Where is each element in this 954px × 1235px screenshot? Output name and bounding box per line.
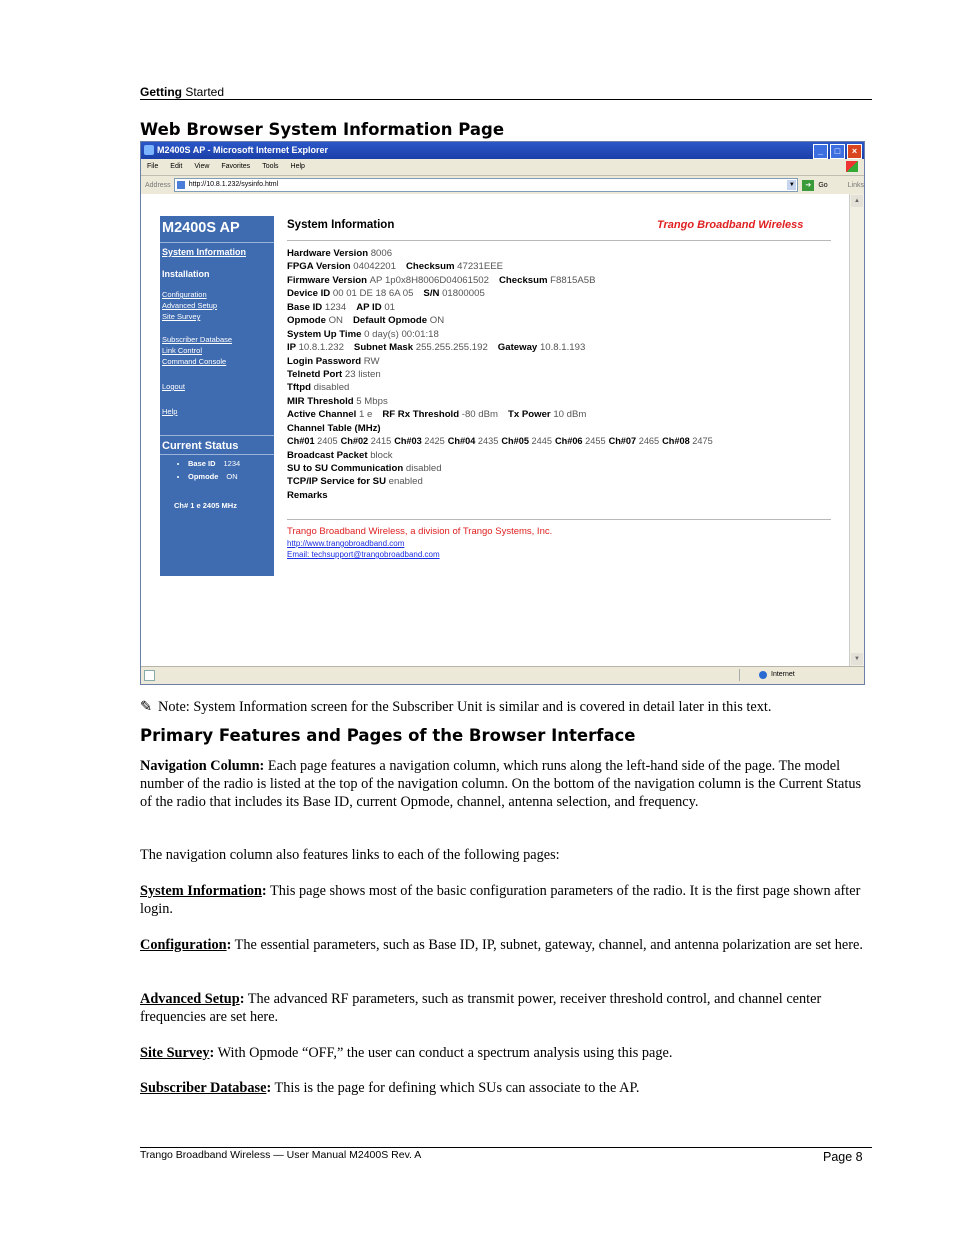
pencil-icon: ✎ bbox=[140, 699, 152, 715]
sysinfo-value: block bbox=[370, 449, 393, 461]
sysinfo-label: Tftpd bbox=[287, 382, 314, 394]
footer-company: Trango Broadband Wireless, a division of Trango Systems, Inc. bbox=[287, 526, 553, 537]
nav-link-link-control[interactable]: Link Control bbox=[162, 346, 203, 355]
vertical-scrollbar[interactable] bbox=[849, 194, 864, 666]
internet-zone: Internet bbox=[759, 670, 795, 680]
para-advanced-setup: Advanced Setup: The advanced RF parameters, such as transmit power, receiver threshold control, and channel center frequencies are set here. bbox=[140, 991, 822, 1025]
sysinfo-value: 2435 bbox=[477, 436, 499, 447]
sysinfo-value: RW bbox=[363, 355, 380, 367]
sysinfo-label: Checksum bbox=[498, 274, 551, 286]
sysinfo-label: TCP/IP Service for SU bbox=[287, 476, 389, 488]
address-label: Address bbox=[145, 181, 171, 189]
go-arrow-icon[interactable]: ➔ bbox=[802, 180, 814, 191]
maximize-icon[interactable]: □ bbox=[830, 144, 845, 159]
sysinfo-value: 1234 bbox=[324, 301, 347, 313]
menu-item-file[interactable]: File bbox=[147, 163, 159, 170]
note: ✎ Note: System Information screen for the Subscriber Unit is similar and is covered in detail later in this text. bbox=[140, 699, 772, 715]
model-title: M2400S AP bbox=[162, 220, 240, 236]
sysinfo-value: 01800005 bbox=[442, 288, 485, 300]
sysinfo-row bbox=[287, 301, 837, 314]
sysinfo-label: Tx Power bbox=[508, 409, 554, 421]
sysinfo-label: FPGA Version bbox=[287, 261, 354, 273]
sysinfo-row bbox=[287, 462, 837, 475]
para-navigation-column: Navigation Column: Each page features a navigation column, which runs along the left-hand side of the page. The model number of the radio is listed at the top of the navigation column. On the bottom of the navigation column is the Current Status of the radio that includes its Base ID, current Opmode, channel, antenna selection, and frequency. bbox=[140, 758, 862, 810]
footer-email-link[interactable]: Email: techsupport@trangobroadband.com bbox=[287, 550, 440, 559]
sysinfo-label: Ch#03 bbox=[394, 436, 425, 447]
page-number: Page 8 bbox=[823, 1150, 863, 1164]
sysinfo-row bbox=[287, 408, 837, 421]
sysinfo-label: Hardware Version bbox=[287, 248, 371, 259]
para-subscriber-database: Subscriber Database: This is the page for defining which SUs can associate to the AP. bbox=[140, 1080, 640, 1096]
sysinfo-value: ON bbox=[429, 315, 445, 327]
sysinfo-value: 2425 bbox=[424, 436, 445, 447]
sysinfo-label: Ch#08 bbox=[662, 436, 693, 447]
para-site-survey: Site Survey: With Opmode “OFF,” the user can conduct a spectrum analysis using this page. bbox=[140, 1045, 673, 1061]
sysinfo-label: Gateway bbox=[497, 342, 540, 354]
sysinfo-value: 23 listen bbox=[344, 368, 381, 380]
sysinfo-label: Telnetd Port bbox=[287, 368, 345, 380]
ie-icon bbox=[144, 145, 154, 155]
nav-link-help[interactable]: Help bbox=[162, 407, 178, 416]
sysinfo-label: Opmode bbox=[287, 315, 329, 327]
nav-link-site-survey[interactable]: Site Survey bbox=[162, 312, 201, 321]
sysinfo-label: Ch#07 bbox=[608, 436, 639, 447]
scroll-down-icon[interactable]: ▼ bbox=[851, 653, 863, 665]
sysinfo-row bbox=[287, 368, 837, 381]
sysinfo-value: 00 01 DE 18 6A 05 bbox=[332, 288, 414, 300]
scroll-up-icon[interactable]: ▲ bbox=[851, 195, 863, 207]
status-opmode: • Opmode ON bbox=[188, 472, 274, 481]
browser-window-screenshot bbox=[140, 141, 865, 685]
browser-statusbar bbox=[141, 666, 864, 684]
sysinfo-row bbox=[287, 260, 837, 273]
sysinfo-value: -80 dBm bbox=[461, 409, 499, 421]
brand-name: Trango Broadband Wireless bbox=[657, 219, 804, 231]
sysinfo-label: Ch#04 bbox=[447, 436, 478, 447]
browser-viewport bbox=[141, 194, 849, 666]
sysinfo-label: Ch#05 bbox=[501, 436, 532, 447]
sysinfo-value: 10.8.1.193 bbox=[539, 342, 586, 354]
para-system-information: System Information: This page shows most of the basic configuration parameters of the radio. It is the first page shown after login. bbox=[140, 883, 861, 917]
sysinfo-value: enabled bbox=[388, 476, 423, 488]
sysinfo-label: Ch#06 bbox=[554, 436, 586, 447]
sysinfo-label: Channel Table (MHz) bbox=[287, 422, 381, 434]
sysinfo-value: AP 1p0x8H8006D04061502 bbox=[369, 274, 489, 286]
sysinfo-row bbox=[287, 287, 837, 300]
nav-installation-heading: Installation bbox=[162, 269, 210, 279]
sysinfo-row bbox=[287, 381, 837, 394]
sysinfo-label: IP bbox=[287, 342, 299, 354]
sysinfo-row bbox=[287, 341, 837, 354]
sysinfo-value: 5 Mbps bbox=[356, 395, 388, 407]
sysinfo-value: F8815A5B bbox=[550, 274, 596, 286]
para-nav-links: The navigation column also features links to each of the following pages: bbox=[140, 847, 560, 863]
sysinfo-row bbox=[287, 274, 837, 287]
sysinfo-value: 255.255.255.192 bbox=[415, 342, 488, 354]
sysinfo-label: Ch#01 bbox=[287, 436, 318, 447]
menu-item-view[interactable]: View bbox=[194, 163, 210, 170]
sysinfo-rows bbox=[287, 247, 837, 502]
sysinfo-label: Subnet Mask bbox=[353, 342, 416, 354]
footer-url-link[interactable]: http://www.trangobroadband.com bbox=[287, 539, 405, 548]
section-title-web-browser: Web Browser System Information Page bbox=[140, 120, 505, 139]
nav-link-configuration[interactable]: Configuration bbox=[162, 290, 207, 299]
sysinfo-value: disabled bbox=[405, 463, 442, 474]
sysinfo-label: System Up Time bbox=[287, 328, 365, 340]
sysinfo-value: 0 day(s) 00:01:18 bbox=[364, 328, 439, 340]
footer-manual-title: Trango Broadband Wireless — User Manual M2400S Rev. A bbox=[140, 1149, 422, 1161]
sysinfo-value: 04042201 bbox=[353, 261, 396, 273]
sysinfo-label: Ch#02 bbox=[340, 436, 371, 447]
sysinfo-value: 2415 bbox=[370, 436, 392, 447]
nav-link-command-console[interactable]: Command Console bbox=[162, 357, 227, 366]
sysinfo-row bbox=[287, 314, 837, 327]
sysinfo-label: MIR Threshold bbox=[287, 395, 357, 407]
sysinfo-value: 47231EEE bbox=[457, 261, 504, 273]
sysinfo-value: 2405 bbox=[317, 436, 338, 447]
sysinfo-label: Broadcast Packet bbox=[287, 449, 371, 461]
sysinfo-value: ON bbox=[328, 315, 343, 327]
sysinfo-row bbox=[287, 435, 837, 448]
sysinfo-row bbox=[287, 247, 837, 260]
browser-menubar bbox=[141, 159, 864, 176]
running-header: Getting Started bbox=[140, 85, 225, 99]
sysinfo-title: System Information bbox=[287, 219, 395, 231]
address-bar bbox=[141, 176, 864, 195]
sysinfo-value: 2445 bbox=[531, 436, 552, 447]
sysinfo-row bbox=[287, 489, 837, 502]
sysinfo-label: Default Opmode bbox=[352, 315, 430, 327]
sysinfo-value: 2465 bbox=[638, 436, 660, 447]
sysinfo-row bbox=[287, 422, 837, 435]
sysinfo-label: Device ID bbox=[287, 288, 333, 300]
minimize-icon[interactable]: _ bbox=[813, 144, 828, 159]
sysinfo-row bbox=[287, 328, 837, 341]
menu-item-tools[interactable]: Tools bbox=[262, 163, 279, 170]
status-channel: Ch# 1 e 2405 MHz bbox=[174, 501, 237, 510]
sysinfo-label: Login Password bbox=[287, 355, 364, 367]
nav-link-system-information[interactable]: System Information bbox=[162, 247, 247, 257]
para-configuration: Configuration: The essential parameters, such as Base ID, IP, subnet, gateway, channel, and antenna polarization are set here. bbox=[140, 937, 863, 953]
sysinfo-label: S/N bbox=[423, 288, 443, 300]
close-icon[interactable]: × bbox=[847, 144, 862, 159]
sysinfo-row bbox=[287, 449, 837, 462]
footer-rule bbox=[140, 1147, 872, 1148]
go-button-label[interactable]: Go bbox=[818, 181, 828, 189]
sysinfo-label: SU to SU Communication bbox=[287, 463, 406, 474]
sysinfo-value: 01 bbox=[384, 301, 395, 313]
sysinfo-label: AP ID bbox=[356, 301, 385, 313]
menu-item-edit[interactable]: Edit bbox=[170, 163, 183, 170]
section-title-primary-features: Primary Features and Pages of the Browser Interface bbox=[140, 726, 636, 745]
sysinfo-label: Firmware Version bbox=[287, 274, 370, 286]
current-status-title: Current Status bbox=[162, 440, 239, 452]
windows-flag-icon bbox=[846, 161, 858, 172]
nav-link-logout[interactable]: Logout bbox=[162, 382, 185, 391]
nav-link-advanced-setup[interactable]: Advanced Setup bbox=[162, 301, 218, 310]
sysinfo-label: Base ID bbox=[287, 301, 325, 313]
sysinfo-label: RF Rx Threshold bbox=[382, 409, 462, 421]
chevron-down-icon[interactable]: ▼ bbox=[788, 182, 795, 188]
sysinfo-row bbox=[287, 395, 837, 408]
sysinfo-row bbox=[287, 475, 837, 488]
sysinfo-row bbox=[287, 355, 837, 368]
sysinfo-value: disabled bbox=[313, 382, 350, 394]
links-label[interactable]: Links bbox=[847, 181, 864, 189]
sysinfo-value: 1 e bbox=[358, 409, 373, 421]
menu-item-favorites[interactable]: Favorites bbox=[221, 163, 251, 170]
sysinfo-label: Remarks bbox=[287, 489, 328, 501]
sysinfo-value: 2455 bbox=[585, 436, 606, 447]
sysinfo-label: Active Channel bbox=[287, 409, 359, 421]
sysinfo-value: 2475 bbox=[692, 436, 713, 447]
sysinfo-value: 10 dBm bbox=[553, 409, 587, 421]
sysinfo-value: 10.8.1.232 bbox=[298, 342, 344, 354]
nav-link-subscriber-database[interactable]: Subscriber Database bbox=[162, 335, 233, 344]
header-rule bbox=[140, 99, 872, 100]
status-base-id: • Base ID 1234 bbox=[188, 459, 274, 468]
browser-titlebar: M2400S AP - Microsoft Internet Explorer _ □ × bbox=[141, 142, 864, 159]
sysinfo-value: 8006 bbox=[370, 248, 393, 259]
menu-item-help[interactable]: Help bbox=[290, 163, 305, 170]
page-icon bbox=[144, 670, 155, 681]
address-input[interactable]: http://10.8.1.232/sysinfo.html ▼ bbox=[174, 178, 799, 192]
navigation-column bbox=[160, 216, 274, 576]
sysinfo-label: Checksum bbox=[405, 261, 458, 273]
current-status-list bbox=[160, 459, 274, 481]
